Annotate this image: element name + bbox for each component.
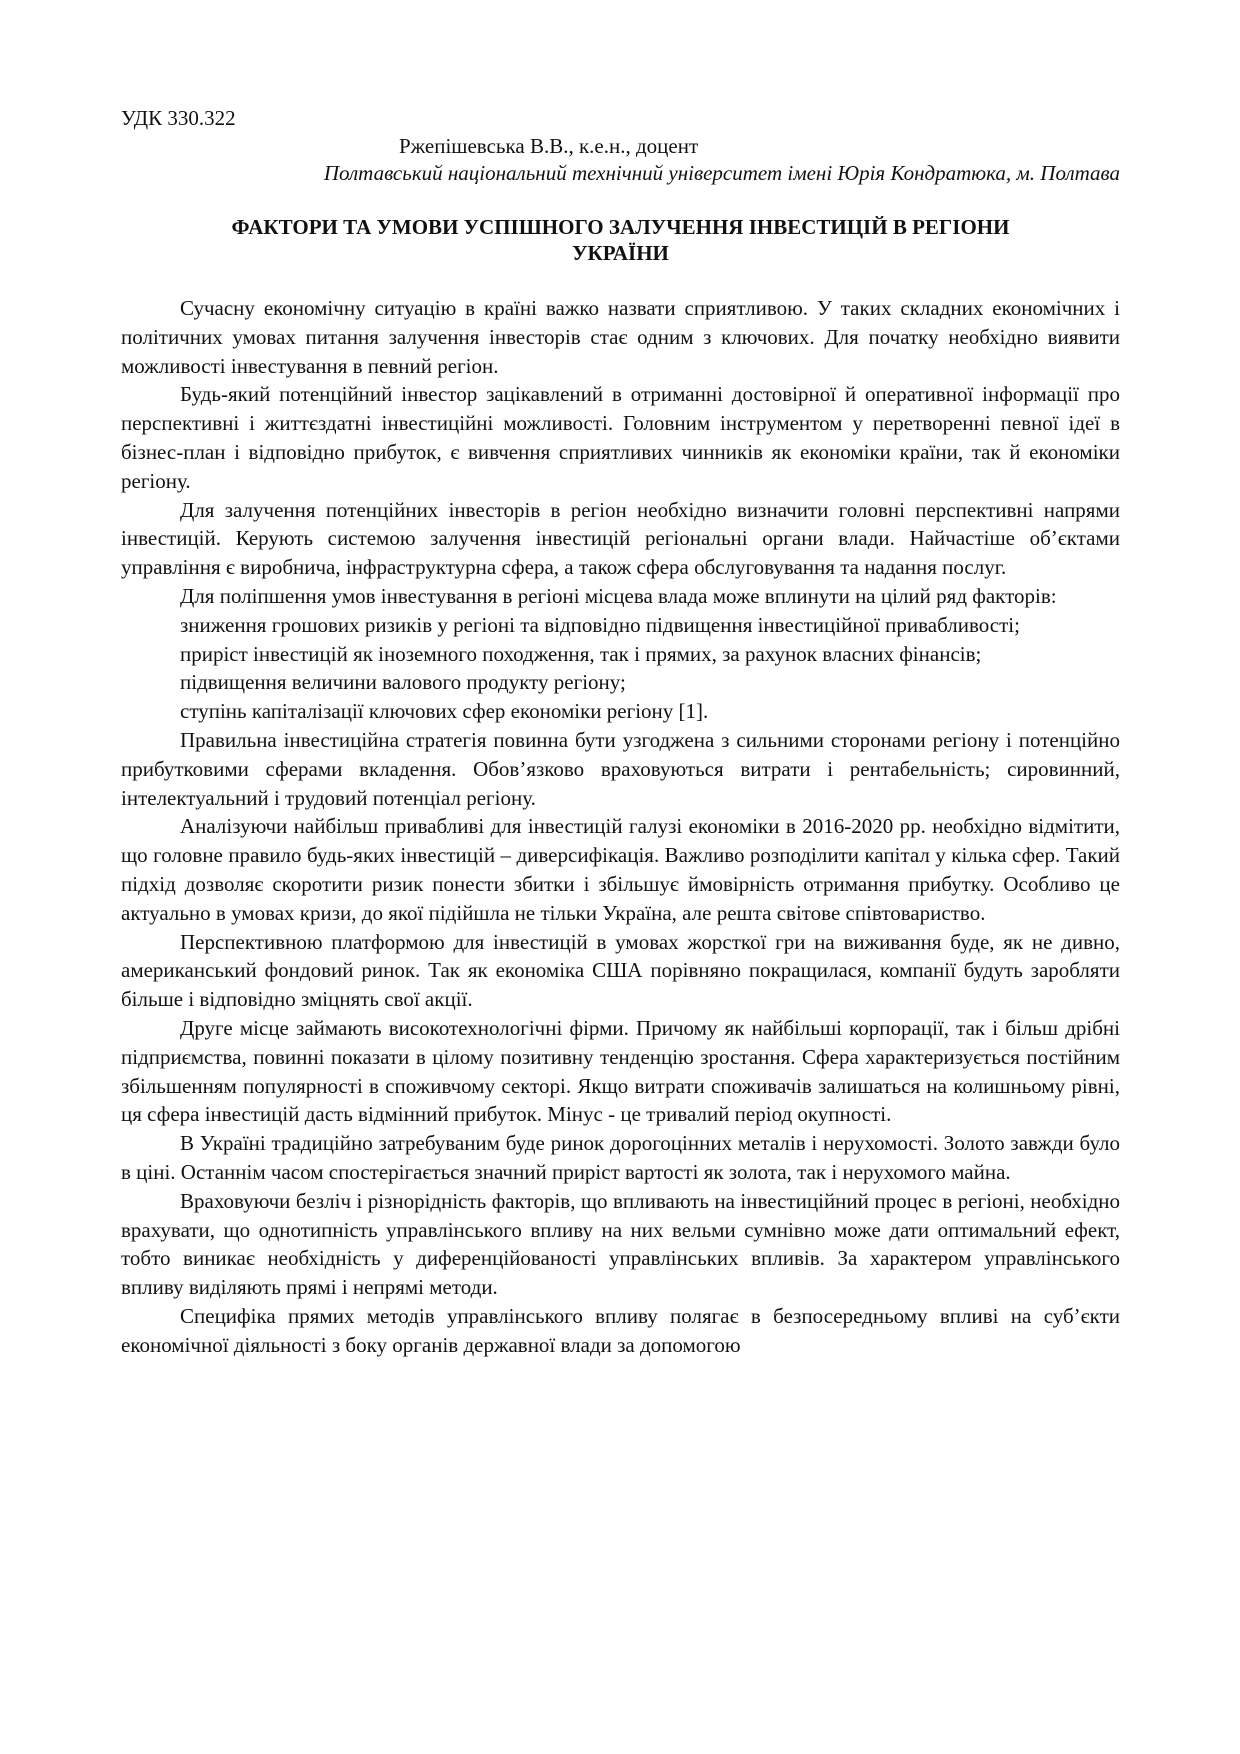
paragraph: Для поліпшення умов інвестування в регіоні місцева влада може вплинути на цілий ряд факторів: xyxy=(180,583,1057,608)
paragraph: Для залучення потенційних інвесторів в регіон необхідно визначити головні перспективні напрями інвестицій. Керують системою залучення інвестицій регіональні органи влади. Найчастіше об’єктами управління є виробнича, інфраструктурна сфера, а також сфера обслуговування та надання послуг. xyxy=(121,497,1120,580)
document-page xyxy=(121,104,1120,1359)
list-item: ступінь капіталізації ключових сфер економіки регіону [1]. xyxy=(180,699,709,724)
affiliation-line: Полтавський національний технічний університет імені Юрія Кондратюка, м. Полтава xyxy=(323,161,1120,185)
udk-code: УДК 330.322 xyxy=(121,106,236,130)
paragraph: В Україні традиційно затребуваним буде ринок дорогоцінних металів і нерухомості. Золото завжди було в ціні. Останнім часом спостерігається значний приріст вартості як золота, так і нерухомого майна. xyxy=(121,1131,1120,1184)
paragraph: Сучасну економічну ситуацію в країні важко назвати сприятливою. У таких складних економічних і політичних умовах питання залучення інвесторів стає одним з ключових. Для початку необхідно виявити можливості інвестування в певний регіон. xyxy=(121,296,1120,378)
list-item: зниження грошових ризиків у регіоні та відповідно підвищення інвестиційної привабливості; xyxy=(180,612,1020,637)
paragraph: Аналізуючи найбільш привабливі для інвестицій галузі економіки в 2016-2020 рр. необхідно відмітити, що головне правило будь-яких інвестицій – диверсифікація. Важливо розподілити капітал у кілька сфер. Такий підхід дозволяє скоротити ризик понести збитки і збільшує ймовірність отримання прибутку. Особливо це актуально в умовах кризи, до якої підійшла не тільки Україна, але решта світове співтовариство. xyxy=(121,814,1120,925)
article-title xyxy=(121,214,1120,266)
paragraph: Друге місце займають високотехнологічні фірми. Причому як найбільші корпорації, так і більш дрібні підприємства, повинні показати в цілому позитивну тенденцію зростання. Сфера характеризується постійним збільшенням популярності в споживчому секторі. Якщо витрати споживачів залишаться на колишньому рівні, ця сфера інвестицій дасть відмінний прибуток. Мінус - це тривалий період окупності. xyxy=(121,1015,1120,1127)
paragraph: Перспективною платформою для інвестицій в умовах жорсткої гри на виживання буде, як не дивно, американський фондовий ринок. Так як економіка США порівняно покращилася, компанії будуть заробляти більше і відповідно зміцнять свої акції. xyxy=(121,929,1120,1012)
author-line: Ржепішевська В.В., к.е.н., доцент xyxy=(399,134,699,158)
list-item: приріст інвестицій як іноземного походження, так і прямих, за рахунок власних фінансів; xyxy=(180,641,982,666)
article-title-line-1: ФАКТОРИ ТА УМОВИ УСПІШНОГО ЗАЛУЧЕННЯ ІНВЕСТИЦІЙ В РЕГІОНИ xyxy=(231,215,1010,239)
paragraph: Будь-який потенційний інвестор зацікавлений в отриманні достовірної й оперативної інформації про перспективні і життєздатні інвестиційні можливості. Головним інструментом у перетворенні певної ідеї в бізнес-план і відповідно прибуток, є вивчення сприятливих чинників як економіки країни, так й економіки регіону. xyxy=(121,382,1120,493)
paragraph: Правильна інвестиційна стратегія повинна бути узгоджена з сильними сторонами регіону і потенційно прибутковими сферами вкладення. Обов’язково враховуються витрати і рентабельність; сировинний, інтелектуальний і трудовий потенціал регіону. xyxy=(121,727,1120,810)
paragraph: Специфіка прямих методів управлінського впливу полягає в безпосередньому впливі на суб’єкти економічної діяльності з боку органів державної влади за допомогою xyxy=(121,1303,1120,1357)
article-title-line-2: УКРАЇНИ xyxy=(572,241,669,265)
paragraph: Враховуючи безліч і різнорідність факторів, що впливають на інвестиційний процес в регіоні, необхідно врахувати, що однотипність управлінського впливу на них вельми сумнівно може дати оптимальний ефект, тобто виникає необхідність у диференційованості управлінських впливів. За характером управлінського впливу виділяють прямі і непрямі методи. xyxy=(121,1188,1120,1300)
list-item: підвищення величини валового продукту регіону; xyxy=(180,670,626,695)
article-body xyxy=(121,294,1120,1359)
